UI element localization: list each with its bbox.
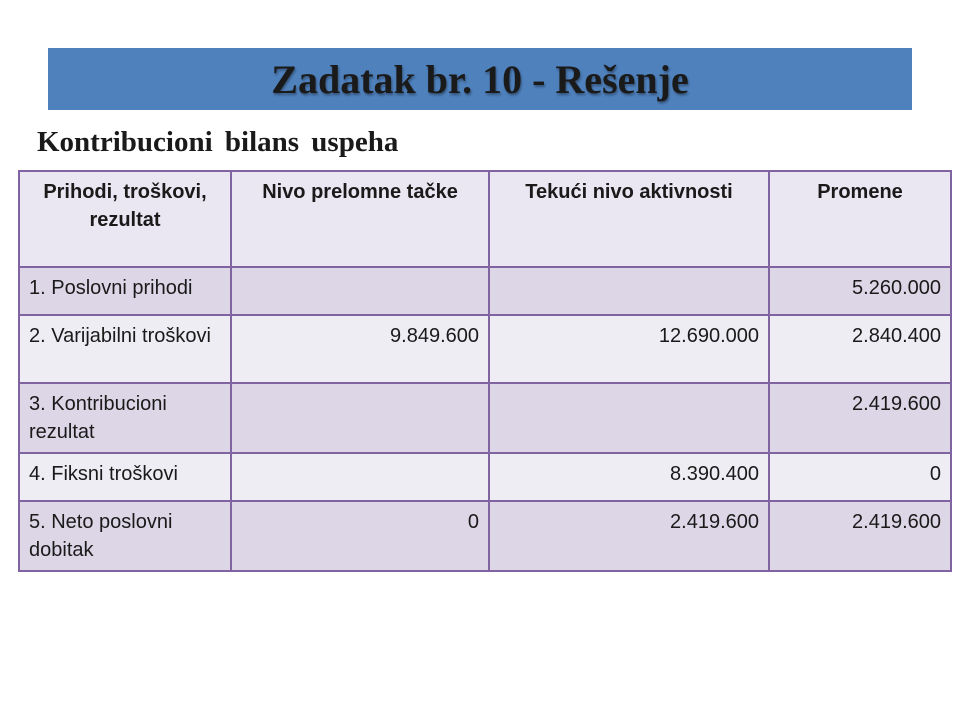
cell-breakeven: 9.849.600 bbox=[231, 315, 489, 383]
header-category: Prihodi, troškovi, rezultat bbox=[19, 171, 231, 267]
table-row bbox=[19, 453, 951, 501]
table-header-row bbox=[19, 171, 951, 267]
table-row bbox=[19, 501, 951, 571]
cell-current: 2.419.600 bbox=[489, 501, 769, 571]
header-changes: Promene bbox=[769, 171, 951, 267]
row-label: 5. Neto poslovni dobitak bbox=[19, 501, 231, 571]
cell-changes: 2.840.400 bbox=[769, 315, 951, 383]
contribution-income-table bbox=[18, 170, 952, 572]
title-bar bbox=[48, 48, 912, 110]
cell-breakeven bbox=[231, 267, 489, 315]
cell-current bbox=[489, 267, 769, 315]
row-label: 2. Varijabilni troškovi bbox=[19, 315, 231, 383]
slide-title: Zadatak br. 10 - Rešenje bbox=[271, 56, 689, 102]
cell-changes: 5.260.000 bbox=[769, 267, 951, 315]
row-label: 4. Fiksni troškovi bbox=[19, 453, 231, 501]
table-row bbox=[19, 315, 951, 383]
cell-current bbox=[489, 383, 769, 453]
table-row bbox=[19, 267, 951, 315]
table-row bbox=[19, 383, 951, 453]
cell-changes: 2.419.600 bbox=[769, 501, 951, 571]
header-current-level: Tekući nivo aktivnosti bbox=[489, 171, 769, 267]
cell-changes: 2.419.600 bbox=[769, 383, 951, 453]
cell-breakeven: 0 bbox=[231, 501, 489, 571]
cell-current: 12.690.000 bbox=[489, 315, 769, 383]
cell-current: 8.390.400 bbox=[489, 453, 769, 501]
cell-changes: 0 bbox=[769, 453, 951, 501]
row-label: 3. Kontribucioni rezultat bbox=[19, 383, 231, 453]
row-label: 1. Poslovni prihodi bbox=[19, 267, 231, 315]
slide-subtitle: Kontribucioni bilans uspeha bbox=[37, 126, 399, 158]
cell-breakeven bbox=[231, 383, 489, 453]
header-breakeven-level: Nivo prelomne tačke bbox=[231, 171, 489, 267]
cell-breakeven bbox=[231, 453, 489, 501]
